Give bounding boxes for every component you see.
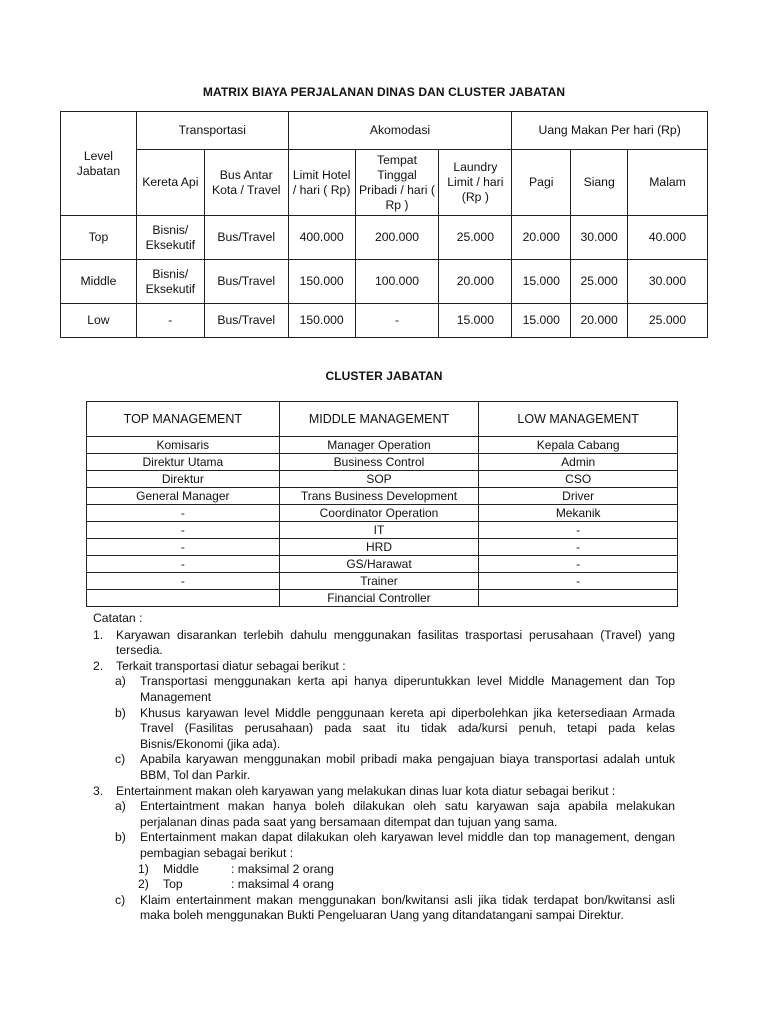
cluster-title: CLUSTER JABATAN (325, 369, 443, 383)
matrix-row-middle (61, 260, 708, 304)
malam-cell: 30.000 (628, 260, 708, 304)
subitem-letter: b) (115, 830, 126, 845)
subitem-text: Entertaintment makan hanya boleh dilakukan oleh satu karyawan saja apabila melakukan perjalanan dinas pada saat yang bersamaan ditempat dan tujuan yang sama. (140, 799, 675, 829)
subitem-letter: b) (115, 705, 126, 720)
bus-cell: Bus/Travel (204, 216, 288, 260)
table-row (87, 556, 678, 573)
entertainment-limit-row (138, 862, 675, 878)
malam-cell: 25.000 (628, 304, 708, 338)
top-cell: - (87, 556, 280, 573)
middle-cell: HRD (279, 539, 479, 556)
middle-cell: Manager Operation (279, 437, 479, 454)
table-row (87, 488, 678, 505)
top-cell: Direktur Utama (87, 454, 280, 471)
low-cell: Driver (479, 488, 678, 505)
header-akomodasi: Akomodasi (288, 112, 512, 150)
tempat-tinggal-cell: - (355, 304, 439, 338)
top-cell: General Manager (87, 488, 280, 505)
note-item-2 (93, 659, 675, 675)
matrix-title: MATRIX BIAYA PERJALANAN DINAS DAN CLUSTER JABATAN (202, 85, 566, 99)
table-row (87, 522, 678, 539)
laundry-cell: 15.000 (439, 304, 512, 338)
note-number: 1. (93, 627, 104, 642)
middle-cell: Coordinator Operation (279, 505, 479, 522)
pagi-cell: 15.000 (512, 260, 571, 304)
top-cell: - (87, 539, 280, 556)
limit-value: : maksimal 4 orang (231, 877, 334, 892)
note-subitem (115, 752, 675, 783)
header-malam: Malam (628, 150, 708, 216)
table-row (87, 539, 678, 556)
subitem-letter: a) (115, 799, 126, 814)
tempat-tinggal-cell: 200.000 (355, 216, 439, 260)
low-cell: - (479, 556, 678, 573)
note-subitem (115, 830, 675, 861)
middle-cell: IT (279, 522, 479, 539)
pagi-cell: 20.000 (512, 216, 571, 260)
middle-cell: Trainer (279, 573, 479, 590)
subitem-text: Klaim entertainment makan menggunakan bon/kwitansi asli jika tidak terdapat bon/kwitansi asli maka boleh menggunakan Bukti Pengeluaran Uang yang ditandatangani sampai Direktur. (140, 892, 675, 923)
notes-section (93, 611, 675, 924)
table-row (87, 471, 678, 488)
middle-cell: Trans Business Development (279, 488, 479, 505)
level-cell: Top (61, 216, 137, 260)
top-cell: Direktur (87, 471, 280, 488)
header-siang: Siang (571, 150, 628, 216)
subitem-letter: a) (115, 674, 126, 689)
note-subitem (115, 706, 675, 753)
top-cell (87, 590, 280, 607)
level-cell: Low (61, 304, 137, 338)
table-row (87, 573, 678, 590)
table-row (87, 590, 678, 607)
limit-number: 2) (138, 877, 149, 892)
bus-cell: Bus/Travel (204, 304, 288, 338)
bus-cell: Bus/Travel (204, 260, 288, 304)
header-laundry: Laundry Limit / hari (Rp ) (439, 150, 512, 216)
table-row (87, 437, 678, 454)
note-text: Terkait transportasi diatur sebagai berikut : (116, 658, 346, 673)
note-subitem (115, 674, 675, 705)
top-cell: - (87, 505, 280, 522)
middle-cell: Business Control (279, 454, 479, 471)
kereta-cell: Bisnis/ Eksekutif (136, 216, 204, 260)
note-subitem (115, 893, 675, 924)
header-bus-antar-kota: Bus Antar Kota / Travel (204, 150, 288, 216)
low-cell: CSO (479, 471, 678, 488)
header-top-management: TOP MANAGEMENT (87, 402, 280, 437)
siang-cell: 25.000 (571, 260, 628, 304)
laundry-cell: 20.000 (439, 260, 512, 304)
pagi-cell: 15.000 (512, 304, 571, 338)
low-cell: Admin (479, 454, 678, 471)
limit-number: 1) (138, 861, 149, 876)
kereta-cell: - (136, 304, 204, 338)
matrix-row-top (61, 216, 708, 260)
low-cell: Kepala Cabang (479, 437, 678, 454)
header-limit-hotel: Limit Hotel / hari ( Rp) (288, 150, 355, 216)
header-transportasi: Transportasi (136, 112, 288, 150)
top-cell: - (87, 573, 280, 590)
subitem-letter: c) (115, 752, 126, 767)
subitem-text: Apabila karyawan menggunakan mobil pribadi maka pengajuan biaya transportasi adalah untuk BBM, Tol dan Parkir. (140, 752, 675, 782)
header-tempat-tinggal: Tempat Tinggal Pribadi / hari ( Rp ) (355, 150, 439, 216)
limit-value: : maksimal 2 orang (231, 861, 334, 876)
subitem-letter: c) (115, 892, 126, 907)
siang-cell: 30.000 (571, 216, 628, 260)
low-cell: - (479, 573, 678, 590)
middle-cell: GS/Harawat (279, 556, 479, 573)
note-text: Karyawan disarankan terlebih dahulu menggunakan fasilitas trasportasi perusahaan (Travel) yang tersedia. (116, 627, 675, 658)
subitem-text: Entertainment makan dapat dilakukan oleh karyawan level middle dan top management, dengan pembagian sebagai berikut : (140, 830, 675, 860)
subitem-text: Transportasi menggunakan kerta api hanya diperuntukkan level Middle Management dan Top Management (140, 674, 675, 704)
tempat-tinggal-cell: 100.000 (355, 260, 439, 304)
hotel-cell: 150.000 (288, 260, 355, 304)
middle-cell: Financial Controller (279, 590, 479, 607)
entertainment-limit-row (138, 877, 675, 893)
cluster-jabatan-table (86, 401, 678, 607)
notes-title: Catatan : (93, 611, 143, 625)
matrix-row-low (61, 304, 708, 338)
note-item-1 (93, 628, 675, 659)
limit-label: Top (163, 877, 183, 892)
table-row (87, 505, 678, 522)
note-number: 3. (93, 783, 104, 798)
header-low-management: LOW MANAGEMENT (479, 402, 678, 437)
header-kereta-api: Kereta Api (136, 150, 204, 216)
middle-cell: SOP (279, 471, 479, 488)
table-row (87, 454, 678, 471)
top-cell: - (87, 522, 280, 539)
siang-cell: 20.000 (571, 304, 628, 338)
note-text: Entertainment makan oleh karyawan yang melakukan dinas luar kota diatur sebagai berikut : (116, 783, 616, 798)
hotel-cell: 400.000 (288, 216, 355, 260)
low-cell: Mekanik (479, 505, 678, 522)
header-middle-management: MIDDLE MANAGEMENT (279, 402, 479, 437)
note-item-3 (93, 784, 675, 800)
header-level-jabatan: Level Jabatan (61, 112, 137, 216)
level-cell: Middle (61, 260, 137, 304)
kereta-cell: Bisnis/ Eksekutif (136, 260, 204, 304)
note-subitem (115, 799, 675, 830)
top-cell: Komisaris (87, 437, 280, 454)
travel-cost-matrix-table (60, 111, 708, 338)
low-cell: - (479, 539, 678, 556)
note-number: 2. (93, 658, 104, 673)
header-uang-makan: Uang Makan Per hari (Rp) (512, 112, 708, 150)
header-pagi: Pagi (512, 150, 571, 216)
low-cell (479, 590, 678, 607)
subitem-text: Khusus karyawan level Middle penggunaan kereta api diperbolehkan jika ketersediaan Armada Travel (Fasilitas perusahaan) pada saat itu tidak ada/kursi penuh, tetapi pada kelas Bisnis/Ekonomi (jika ada). (140, 705, 675, 751)
hotel-cell: 150.000 (288, 304, 355, 338)
limit-label: Middle (163, 861, 199, 876)
malam-cell: 40.000 (628, 216, 708, 260)
low-cell: - (479, 522, 678, 539)
laundry-cell: 25.000 (439, 216, 512, 260)
